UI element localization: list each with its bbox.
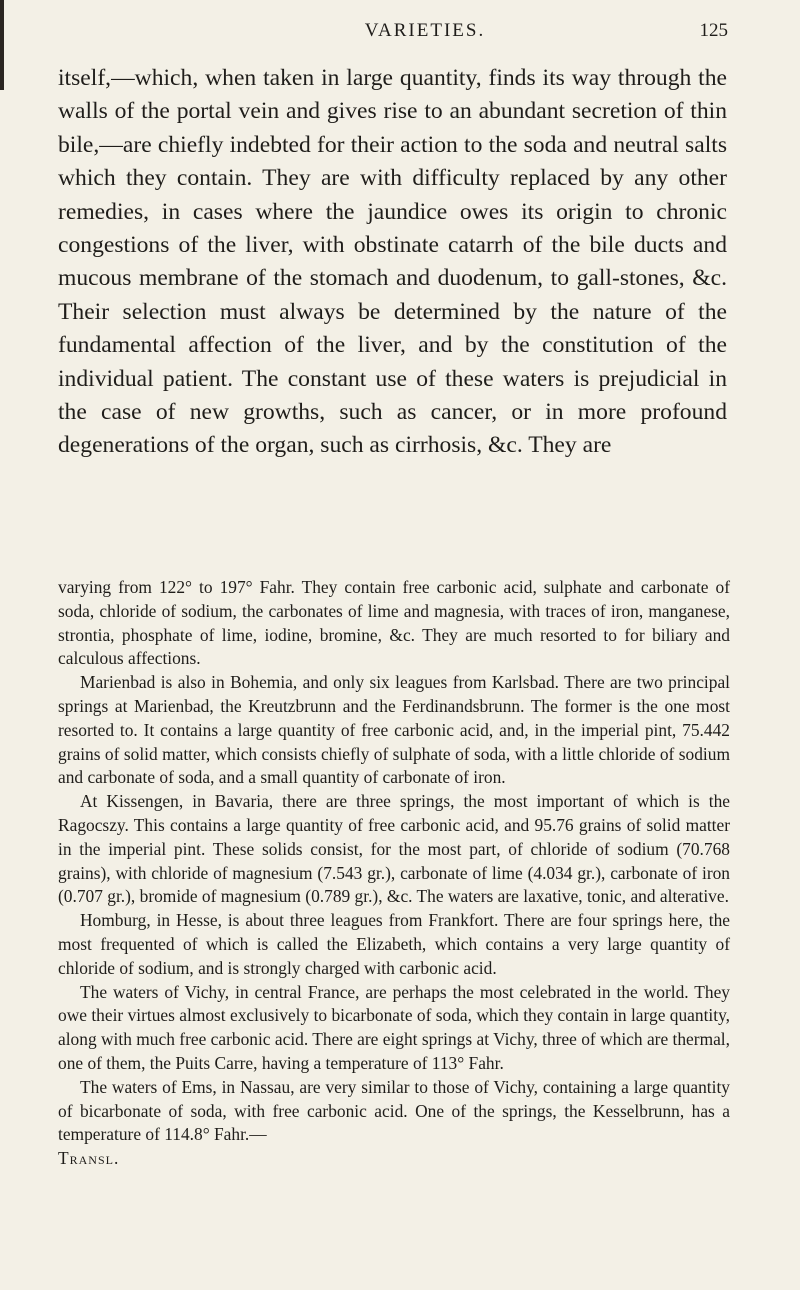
note-paragraph: At Kissengen, in Bavaria, there are three springs, the most important of which is the Ragocszy. This contains a large quantity of free carbonic acid, and 95.76 grains of solid matter in the imperial pint. These solids consist, for the most part, of chloride of sodium (70.768 grains), with chloride of magnesium (7.543 gr.), carbonate of lime (4.034 gr.), carbonate of iron (0.707 gr.), bromide of magnesium (0.789 gr.), &c. The waters are laxative, tonic, and alterative. bbox=[58, 791, 730, 907]
note-paragraph: varying from 122° to 197° Fahr. They contain free carbonic acid, sulphate and carbonate of soda, chloride of sodium, the carbonates of lime and magnesia, with traces of iron, manganese, strontia, phosphate of lime, iodine, bromine, &c. They are much resorted to for biliary and calculous affections. bbox=[58, 577, 730, 669]
page-header bbox=[122, 18, 728, 48]
page-number: 125 bbox=[699, 20, 728, 41]
note-paragraph: The waters of Ems, in Nassau, are very similar to those of Vichy, containing a large quantity of bicarbonate of soda, with free carbonic acid. One of the springs, the Kesselbrunn, has a temperature of 114.8° Fahr.— bbox=[58, 1076, 730, 1145]
running-title: VARIETIES. bbox=[364, 20, 486, 41]
footnote-text bbox=[58, 576, 730, 1171]
binding-edge bbox=[0, 0, 4, 90]
note-paragraph: Marienbad is also in Bohemia, and only six leagues from Karlsbad. There are two principal springs at Marienbad, the Kreutzbrunn and the Ferdinandsbrunn. The former is the one most resorted to. It contains a large quantity of free carbonic acid, and, in the imperial pint, 75.442 grains of solid matter, which consists chiefly of sulphate of soda, with a little chloride of sodium and carbonate of soda, and a small quantity of carbonate of iron. bbox=[58, 672, 730, 788]
translator-signoff: Transl. bbox=[58, 1148, 120, 1169]
main-text bbox=[58, 62, 727, 463]
main-paragraph: itself,—which, when taken in large quantity, finds its way through the walls of the portal vein and gives rise to an abundant secretion of thin bile,—are chiefly indebted for their action to the soda and neutral salts which they contain. They are with difficulty replaced by any other remedies, in cases where the jaundice owes its origin to chronic congestions of the liver, with obstinate catarrh of the bile ducts and mucous membrane of the stomach and duodenum, to gall-stones, &c. Their selection must always be determined by the nature of the fundamental affection of the liver, and by the constitution of the individual patient. The constant use of these waters is prejudicial in the case of new growths, such as cancer, or in more profound degenerations of the organ, such as cirrhosis, &c. They are bbox=[58, 65, 727, 459]
note-paragraph: The waters of Vichy, in central France, are perhaps the most celebrated in the world. They owe their virtues almost exclusively to bicarbonate of soda, which they contain in large quantity, along with much free carbonic acid. There are eight springs at Vichy, three of which are thermal, one of them, the Puits Carre, having a temperature of 113° Fahr. bbox=[58, 981, 730, 1073]
note-paragraph: Homburg, in Hesse, is about three leagues from Frankfort. There are four springs here, the most frequented of which is called the Elizabeth, which contains a very large quantity of chloride of sodium, and is strongly charged with carbonic acid. bbox=[58, 910, 730, 978]
